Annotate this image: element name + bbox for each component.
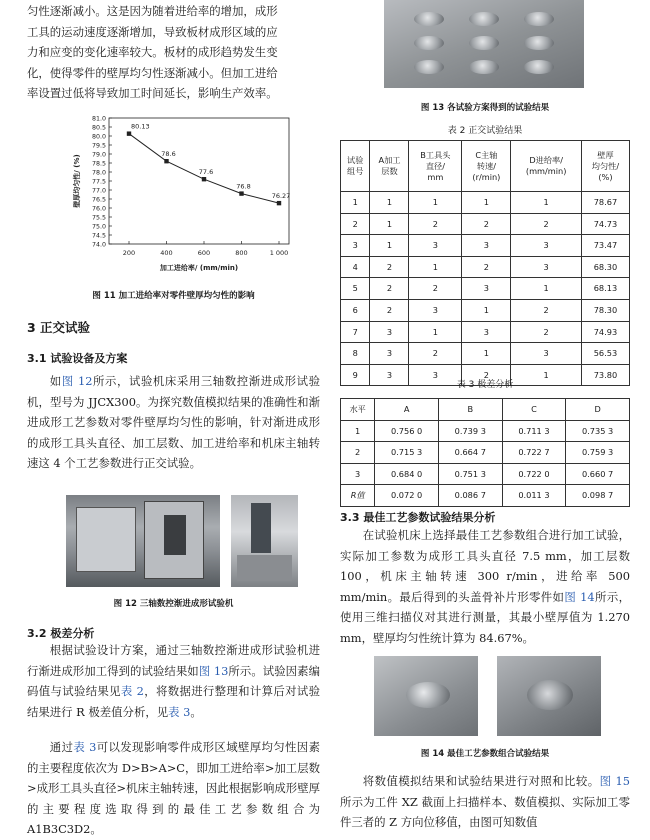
orthogonal-results-table xyxy=(340,140,630,386)
fig11-caption: 图 11 加工进给率对零件壁厚均匀性的影响 xyxy=(92,291,255,301)
table-cell: 0.715 3 xyxy=(375,442,439,464)
table-cell: 3 xyxy=(511,256,581,278)
table-cell: 3 xyxy=(370,343,409,365)
formed-part-dimple xyxy=(524,36,554,50)
table-cell: 0.739 3 xyxy=(438,420,502,442)
table-row xyxy=(341,278,630,300)
data-point xyxy=(127,131,131,135)
table-header-cell: B工具头 直径/ mm xyxy=(409,141,462,192)
table-cell: 0.660 7 xyxy=(566,463,630,485)
table-cell: 1 xyxy=(370,192,409,214)
intro-line: 工具的运动速度逐渐增加，导致板材成形区域的应 xyxy=(27,24,278,39)
data-label: 76.27 xyxy=(271,192,291,201)
table-row xyxy=(341,321,630,343)
fig13-photo xyxy=(384,0,584,88)
table-cell: 78.67 xyxy=(581,192,629,214)
table-cell: 1 xyxy=(511,278,581,300)
table-cell: 2 xyxy=(462,213,511,235)
table-cell: 2 xyxy=(341,442,375,464)
y-tick-label: 81.0 xyxy=(91,115,106,123)
table-cell: 73.80 xyxy=(581,364,629,386)
table-cell: 1 xyxy=(341,192,370,214)
formed-part-dimple xyxy=(469,36,499,50)
table-cell: 1 xyxy=(462,343,511,365)
table-cell: 1 xyxy=(370,213,409,235)
table-cell: 2 xyxy=(511,213,581,235)
y-axis-label: 壁厚均匀性/ (%) xyxy=(73,154,81,208)
table3-link[interactable]: 表 3 xyxy=(73,740,97,754)
intro-paragraph xyxy=(27,1,320,104)
x-axis-label: 加工进给率/ (mm/min) xyxy=(159,264,239,272)
table-cell: 78.30 xyxy=(581,299,629,321)
y-tick-label: 79.0 xyxy=(91,151,106,159)
table-header-cell: 水平 xyxy=(341,399,375,421)
fig14-caption: 图 14 最佳工艺参数组合试验结果 xyxy=(420,749,550,759)
fig13-caption: 图 13 各试验方案得到的试验结果 xyxy=(420,103,550,113)
intro-line: 匀性逐渐减小。这是因为随着进给率的增加，成形 xyxy=(27,4,278,18)
table-cell: 6 xyxy=(341,299,370,321)
formed-part-dimple xyxy=(524,12,554,26)
table-row xyxy=(341,213,630,235)
table-cell: 56.53 xyxy=(581,343,629,365)
table-cell: 0.722 7 xyxy=(502,442,566,464)
table-cell: 7 xyxy=(341,321,370,343)
table-cell: 9 xyxy=(341,364,370,386)
machine-photo-1 xyxy=(66,495,220,587)
table-row xyxy=(341,192,630,214)
fig13-link[interactable]: 图 13 xyxy=(198,663,229,678)
data-label: 80.13 xyxy=(131,122,150,131)
table-cell: 0.072 0 xyxy=(375,485,439,507)
closing-paragraph: 将数值模拟结果和试验结果进行对照和比较。图 15所示为工件 XZ 截面上扫描样本、数值模拟、实际加工零件三者的 Z 方向位移值，由图可知数值 xyxy=(340,774,630,830)
table-cell: 2 xyxy=(511,299,581,321)
table-cell: 1 xyxy=(462,192,511,214)
data-label: 77.6 xyxy=(198,168,214,177)
intro-line: 率设置过低将导致加工时间延长，影响生产效率。 xyxy=(27,86,278,101)
y-tick-label: 74.0 xyxy=(91,241,106,249)
formed-part-dimple xyxy=(469,12,499,26)
table-row xyxy=(341,463,630,485)
table-row xyxy=(341,343,630,365)
table-header-cell: A xyxy=(375,399,439,421)
table-header-cell: 试验 组号 xyxy=(341,141,370,192)
table-cell: 0.011 3 xyxy=(502,485,566,507)
table-row xyxy=(341,235,630,257)
table-cell: 1 xyxy=(462,299,511,321)
table-cell: 68.30 xyxy=(581,256,629,278)
fig14-photo-1 xyxy=(374,656,478,736)
table-cell: 3 xyxy=(341,463,375,485)
table-cell: 3 xyxy=(462,278,511,300)
sec32-paragraph-1: 根据试验设计方案，通过三轴数控渐进成形试验机进行渐进成形加工得到的试验结果如图 13所示。试验因素编码值与试验结果见表 2，将数据进行整理和计算后对试验结果进行 R 极差值分析，见表 3。 xyxy=(27,643,320,719)
table-cell: 3 xyxy=(409,299,462,321)
range-analysis-table xyxy=(340,398,630,507)
x-tick-label: 1 000 xyxy=(269,249,289,257)
y-tick-label: 78.5 xyxy=(91,160,106,168)
table-cell: 3 xyxy=(462,321,511,343)
fig14-photo-2 xyxy=(497,656,601,736)
data-label: 76.8 xyxy=(236,182,251,191)
y-tick-label: 80.5 xyxy=(91,124,106,132)
plot-frame xyxy=(109,118,289,244)
dimple-grid xyxy=(384,0,584,88)
y-tick-label: 78.0 xyxy=(91,169,106,177)
data-point xyxy=(202,177,206,181)
table-cell: 2 xyxy=(409,278,462,300)
x-tick-label: 400 xyxy=(160,249,173,257)
machine-photo-2 xyxy=(231,495,298,587)
table-cell: 3 xyxy=(370,364,409,386)
table-cell: 0.664 7 xyxy=(438,442,502,464)
sec33-paragraph: 在试验机床上选择最佳工艺参数组合进行加工试验，实际加工参数为成形工具头直径 7.5 mm，加工层数 100，机床主轴转速 300 r/min，进给率 500 mm/min。最后得到的头盖骨补片形零件如图 14所示，使用三维扫描仪对其进行测量，其最小壁厚值为 1.270 mm，壁厚均匀性统计算为 84.67%。 xyxy=(340,528,630,645)
y-tick-label: 75.5 xyxy=(91,214,106,222)
fig12-caption: 图 12 三轴数控渐进成形试验机 xyxy=(113,599,234,609)
table-row xyxy=(341,485,630,507)
table-row xyxy=(341,299,630,321)
table-cell: 2 xyxy=(370,299,409,321)
data-point xyxy=(164,159,168,163)
fig12-link[interactable]: 图 12 xyxy=(61,374,93,388)
y-tick-label: 76.0 xyxy=(91,205,106,213)
y-tick-label: 76.5 xyxy=(91,196,106,204)
table-cell: 2 xyxy=(511,321,581,343)
table-header-cell: D xyxy=(566,399,630,421)
sec32-paragraph-2: 通过表 3可以发现影响零件成形区域壁厚均匀性因素的主要程度依次为 D>B>A>C，即加工进给率>加工层数>成形工具头直径>机床主轴转速，因此根据影响成形壁厚的主要程度选取得到的最佳工艺参数组合为 A1B3C3D2。 xyxy=(27,740,320,837)
fig14-link[interactable]: 图 14 xyxy=(564,589,595,604)
table-cell: 2 xyxy=(409,343,462,365)
sec32-title: 3.2 极差分析 xyxy=(27,627,95,640)
y-tick-label: 79.5 xyxy=(91,142,106,150)
table3-caption: 表 3 极差分析 xyxy=(456,380,514,390)
table-cell: 2 xyxy=(370,256,409,278)
table-cell: R值 xyxy=(341,485,375,507)
table-cell: 2 xyxy=(462,364,511,386)
table2-link[interactable]: 表 2 xyxy=(120,684,144,699)
table-cell: 0.684 0 xyxy=(375,463,439,485)
table-cell: 3 xyxy=(409,364,462,386)
table-cell: 73.47 xyxy=(581,235,629,257)
table-cell: 1 xyxy=(409,256,462,278)
table2-caption: 表 2 正交试验结果 xyxy=(447,126,523,136)
x-tick-label: 800 xyxy=(235,249,248,257)
table-row xyxy=(341,420,630,442)
sec31-paragraph: 如图 12所示，试验机床采用三轴数控渐进成形试验机，型号为 JJCX300。为探究数值模拟结果的准确性和渐进成形工艺参数对零件壁厚均匀性的影响，针对渐进成形的成形工具头直径、加工层数、加工进给率和机床主轴转速这 4 个工艺参数进行正交试验。 xyxy=(27,374,320,471)
intro-line: 化，使得零件的壁厚均匀性逐渐减小。但加工进给 xyxy=(27,65,278,80)
table-cell: 74.73 xyxy=(581,213,629,235)
table-cell: 0.756 0 xyxy=(375,420,439,442)
feed-rate-chart xyxy=(27,110,320,285)
table-cell: 4 xyxy=(341,256,370,278)
table-cell: 0.759 3 xyxy=(566,442,630,464)
formed-part-dimple xyxy=(414,12,444,26)
table-cell: 0.722 0 xyxy=(502,463,566,485)
table-header-cell: A加工 层数 xyxy=(370,141,409,192)
table-cell: 3 xyxy=(511,343,581,365)
table-cell: 1 xyxy=(511,364,581,386)
formed-part-dimple xyxy=(414,36,444,50)
table-cell: 2 xyxy=(370,278,409,300)
table-cell: 3 xyxy=(511,235,581,257)
x-tick-label: 600 xyxy=(197,249,211,257)
table-row xyxy=(341,256,630,278)
formed-part-dimple xyxy=(469,60,499,74)
table-cell: 74.93 xyxy=(581,321,629,343)
y-tick-label: 77.0 xyxy=(91,187,106,195)
data-point xyxy=(239,191,243,195)
table-cell: 1 xyxy=(409,192,462,214)
table-cell: 0.751 3 xyxy=(438,463,502,485)
table-cell: 8 xyxy=(341,343,370,365)
fig15-link[interactable]: 图 15 xyxy=(599,774,630,788)
table-cell: 3 xyxy=(341,235,370,257)
table-cell: 0.086 7 xyxy=(438,485,502,507)
table3-link[interactable]: 表 3 xyxy=(168,704,191,719)
table-cell: 1 xyxy=(511,192,581,214)
x-tick-label: 200 xyxy=(122,249,136,257)
sec33-title: 3.3 最佳工艺参数试验结果分析 xyxy=(340,511,496,524)
table-cell: 2 xyxy=(409,213,462,235)
formed-part-dimple xyxy=(524,60,554,74)
sec31-title: 3.1 试验设备及方案 xyxy=(27,352,128,365)
table-cell: 0.711 3 xyxy=(502,420,566,442)
data-label: 78.6 xyxy=(161,150,176,159)
table-cell: 0.735 3 xyxy=(566,420,630,442)
table-header-cell: 壁厚 均匀性/ (%) xyxy=(581,141,629,192)
table-header-cell: B xyxy=(438,399,502,421)
table-header-row xyxy=(341,399,630,421)
y-tick-label: 77.5 xyxy=(91,178,106,186)
table-cell: 1 xyxy=(341,420,375,442)
table-header-cell: C xyxy=(502,399,566,421)
table-header-row xyxy=(341,141,630,192)
y-tick-label: 80.0 xyxy=(91,133,106,141)
table-cell: 3 xyxy=(370,321,409,343)
table-cell: 0.098 7 xyxy=(566,485,630,507)
table-header-cell: C主轴 转速/ (r/min) xyxy=(462,141,511,192)
y-tick-label: 74.5 xyxy=(91,232,106,240)
table-cell: 2 xyxy=(341,213,370,235)
data-point xyxy=(277,201,281,205)
section3-title: 3 正交试验 xyxy=(27,320,91,335)
table-cell: 3 xyxy=(462,235,511,257)
y-tick-label: 75.0 xyxy=(91,223,106,231)
table-cell: 1 xyxy=(409,321,462,343)
table-cell: 1 xyxy=(370,235,409,257)
table-row xyxy=(341,442,630,464)
table-cell: 5 xyxy=(341,278,370,300)
table-cell: 3 xyxy=(409,235,462,257)
table-header-cell: D进给率/ (mm/min) xyxy=(511,141,581,192)
intro-line: 力和应变的变化速率较大。板材的成形趋势发生变 xyxy=(27,45,278,60)
table-cell: 68.13 xyxy=(581,278,629,300)
formed-part-dimple xyxy=(414,60,444,74)
table-cell: 2 xyxy=(462,256,511,278)
